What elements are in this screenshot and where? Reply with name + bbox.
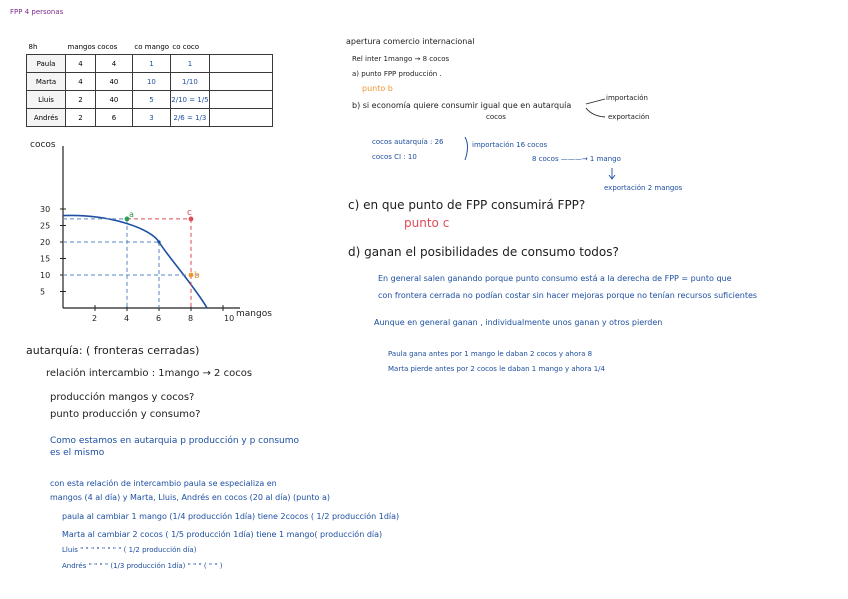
rel-inter: Rel inter 1mango → 8 cocos — [352, 55, 450, 63]
table-cell: 1 — [132, 55, 170, 73]
como-line-1: Como estamos en autarquia p producción y p consumo — [50, 436, 299, 446]
x-axis-label: mangos — [236, 309, 272, 319]
punto-question: punto producción y consumo? — [50, 409, 201, 420]
c-question: c) en que punto de FPP consumirá FPP? — [348, 198, 586, 212]
import-arrow — [586, 99, 605, 104]
d-question: d) ganan el posibilidades de consumo todos? — [348, 245, 619, 259]
table-cell: Paula — [27, 55, 66, 73]
table-cell: 6 — [95, 109, 132, 127]
page-title: FPP 4 personas — [10, 8, 64, 16]
table-header: cocos — [97, 43, 118, 51]
relacion-intercambio: relación intercambio : 1mango → 2 cocos — [46, 368, 253, 379]
point-a-label: a — [129, 209, 134, 219]
y-tick-label: 25 — [40, 221, 51, 231]
importacion-label: importación — [606, 94, 648, 102]
table-cell: 10 — [132, 73, 170, 91]
table-cell: 5 — [132, 91, 170, 109]
como-line-2: es el mismo — [50, 448, 105, 458]
x-tick-label: 4 — [124, 314, 130, 323]
table-header: mangos — [67, 43, 96, 51]
ppf-marks — [63, 208, 207, 308]
paula-line: paula al cambiar 1 mango (1/4 producción 1día) tiene 2cocos ( 1/2 producción 1día) — [62, 512, 400, 521]
point-b-label: b — [194, 271, 200, 281]
eight-cocos: 8 cocos ———→ 1 mango — [532, 155, 621, 163]
x-tick-label: 10 — [224, 314, 235, 323]
a-punto-fpp: a) punto FPP producción . — [352, 70, 442, 78]
punto-c: punto c — [404, 216, 450, 230]
ppf-curve — [63, 215, 207, 308]
table-cell: 3 — [132, 109, 170, 127]
table-cell: 2/6 = 1/3 — [170, 109, 209, 127]
table-cell: 4 — [66, 73, 96, 91]
y-tick-label: 5 — [40, 287, 46, 297]
y-axis-label: cocos — [30, 140, 56, 150]
marta-line: Marta al cambiar 2 cocos ( 1/5 producción 1día) tiene 1 mango( producción día) — [62, 530, 383, 539]
table-cell: 4 — [66, 55, 96, 73]
con-line-2: mangos (4 al día) y Marta, Lluis, Andrés en cocos (20 al día) (punto a) — [50, 493, 330, 502]
table-cell: 40 — [95, 73, 132, 91]
export-arrow — [586, 108, 605, 117]
y-tick-label: 20 — [40, 238, 51, 247]
paula-gana: Paula gana antes por 1 mango le daban 2 cocos y ahora 8 — [388, 350, 593, 358]
exportacion-label: exportación — [608, 113, 650, 121]
b-question: b) si economía quiere consumir igual que en autarquía — [352, 101, 572, 110]
table-cell: 1/10 — [170, 73, 209, 91]
axes — [30, 140, 272, 323]
table-cell: Marta — [27, 73, 66, 91]
table-cell: 2 — [66, 109, 96, 127]
andres-line: Andrés " " " " (1/3 producción 1día) " " " ( " " ) — [62, 562, 223, 570]
autarquia-title: autarquía: ( fronteras cerradas) — [26, 344, 200, 357]
table-cell: Andrés — [27, 109, 66, 127]
cocos-autarquia: cocos autarquía : 26 — [372, 138, 444, 146]
marta-pierde: Marta pierde antes por 2 cocos le daban 1 mango y ahora 1/4 — [388, 365, 605, 373]
table-header: 8h — [28, 43, 38, 51]
lluis-line: Lluis " " " " " " " " ( 1/2 producción día) — [62, 546, 197, 554]
y-tick-label: 10 — [40, 271, 51, 280]
table-header: co coco — [172, 43, 200, 51]
y-tick-label: 15 — [40, 254, 51, 264]
con-line-1: con esta relación de intercambio paula se especializa en — [50, 479, 277, 488]
apertura-title: apertura comercio internacional — [346, 37, 475, 46]
down-arrow — [609, 168, 615, 179]
cocos-ci: cocos CI : 10 — [372, 153, 417, 161]
point-c-label: c — [187, 207, 192, 218]
table-header: co mango — [134, 43, 170, 51]
importacion-16: importación 16 cocos — [472, 141, 548, 149]
table-cell: 4 — [95, 55, 132, 73]
table-cell: 1 — [170, 55, 209, 73]
curve-point — [157, 240, 160, 243]
table-cell: 40 — [95, 91, 132, 109]
d-line-2: con frontera cerrada no podían costar sin hacer mejoras porque no tenían recursos suficientes — [378, 291, 758, 300]
table-cell: 2 — [66, 91, 96, 109]
punto-b: punto b — [362, 84, 393, 93]
table-cell: 2/10 = 1/5 — [170, 91, 209, 109]
point-b — [189, 273, 194, 278]
x-tick-label: 6 — [156, 314, 162, 323]
aunque-line: Aunque en general ganan , individualmente unos ganan y otros pierden — [374, 318, 663, 327]
brace — [465, 137, 468, 160]
d-line-1: En general salen ganando porque punto consumo está a la derecha de FPP = punto que — [378, 274, 732, 283]
y-tick-label: 30 — [40, 205, 51, 214]
cocos-small: cocos — [486, 113, 506, 121]
x-tick-label: 8 — [188, 314, 194, 323]
x-tick-label: 2 — [92, 314, 98, 323]
table-cell: Lluis — [27, 91, 66, 109]
exportacion-2: exportación 2 mangos — [604, 184, 683, 192]
produccion-question: producción mangos y cocos? — [50, 392, 195, 403]
